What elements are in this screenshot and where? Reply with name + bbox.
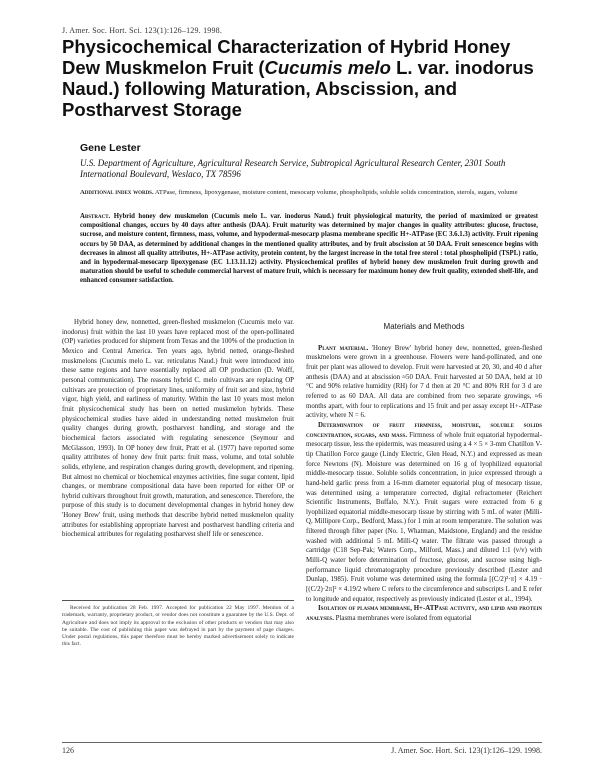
keywords-text: ATPase, firmness, lipoxygenase, moisture content, mesocarp volume, phospholipids, soluble solids concentration, sterols, sugars, volume: [153, 189, 518, 196]
methods-p1-text: 'Honey Brew' hybrid honey dew, nonnetted, green-fleshed muskmelons were grown in a greenhouse. Flowers were hand-pollinated, and one fruit per plant was allowed to develop. Fruit were harvested at 20, 30, and 40 d after anthesis (DAA) and at abscission ≈50 DAA. Fruit harvested at 50 DAA, held at 10 °C and 90% relative humidity (RH) for 7 d then at 20 °C and 80% RH for 3 d are referred to as 60 DAA. All data are combined from two separate growings, ≈6 months apart, with four to replications and 15 fruit and per assay except H+-ATPase activity, where N = 6.: [306, 344, 542, 420]
journal-header: J. Amer. Soc. Hort. Sci. 123(1):126–129. 1998.: [62, 26, 223, 35]
author-name: Gene Lester: [80, 142, 141, 154]
methods-p3-label: Isolation of plasma membrane, H+-ATPase activity, and lipid and protein analyses.: [306, 605, 542, 623]
footer-journal: J. Amer. Soc. Hort. Sci. 123(1):126–129. 1998.: [391, 746, 542, 755]
keywords: [80, 189, 540, 198]
article-title: [62, 36, 542, 120]
abstract-text: Hybrid honey dew muskmelon (Cucumis melo L. var. inodorus Naud.) fruit physiological maturity, the period of maximized or greatest compositional changes, occurs by 40 days after anthesis (DAA). Fruit maturity was determined by major changes in quality attributes: glucose, fructose, sucrose, and moisture content, firmness, mass, volume, and hypodermal-mesocarp plasma membrane specific H+-ATPase (EC 3.6.1.3) activity. Fruit ripening occurs by 50 DAA, as determined by additional changes in the mentioned quality attributes, and by fruit abscission at 50 DAA. Fruit senescence begins with decreases in almost all quality attributes, H+-ATPase activity, protein content, by the largest increase in the total free sterol : total phospholipid (TSPL) ratio, and in hypodermal-mesocarp lipoxygenase (EC 1.13.11.12) activity. Physicochemical profiles of hybrid honey dew muskmelon fruit during growth and maturation should be useful to schedule commercial harvest of mature fruit, which is necessary for maximum honey dew fruit quality, extended shelf-life, and enhanced consumer satisfaction.: [80, 213, 538, 285]
title-part-2: L. var. inodorus Naud.) following Maturation, Abscission, and Postharvest Storage: [62, 57, 534, 120]
methods-column: [306, 318, 542, 624]
methods-p2-label: Determination of fruit firmness, moisture, soluble solids concentration, sugars, and mass.: [306, 421, 542, 439]
methods-paragraph-3: [306, 604, 542, 623]
author-affiliation: U.S. Department of Agriculture, Agricultural Research Service, Subtropical Agricultural Research Center, 2301 South International Boulevard, Weslaco, TX 78596: [80, 158, 506, 179]
methods-heading: Materials and Methods: [383, 322, 465, 331]
title-part-1: Physicochemical Characterization of Hybrid Honey Dew Muskmelon Fruit (: [62, 36, 511, 78]
methods-p2-text: Firmness of whole fruit equatorial hypodermal-mesocarp tissue, less the epidermis, was measured using a 4 × 5 × 3-mm Chatillon V-tip Chatillon Force gauge (Lindy Electric, Glen Head, N.Y.) and expressed as mean force Newtons (N). Moisture was determined on 16 g of lyophilized equatorial middle-mesocarp tissue. Soluble solids concentration, in juice expressed through a hand-held garlic press from a 16-mm diameter equatorial plug of mesocarp tissue, was determined using a temperature corrected, digital refractometer (Reichert Scientific Instruments, Buffalo, N.Y.). Fruit sugars were extracted from 6 g lyophilized equatorial middle-mesocarp tissue by stirring with 5 mL of water (Milli-Q, Millipore Corp., Bedford, Mass.) for 1 min at room temperature. The solution was filtered through filter paper (No. 1, Whatman, Maidstone, England) and the residue washed with additional 5 mL Milli-Q water. The filtrate was passed through a cartridge (C18 Sep-Pak; Waters Corp., Milford, Mass.) and diluted 1:1 (v/v) with Milli-Q water before determination of fructose, glucose, and sucrose using high-performance liquid chromatography procedure previously described (Lester and Dunlap, 1985). Fruit volume was determined using the formula [(C/2)²·π] × 4.19 · [(C/2)·2π]² × 4.19/2 where C refers to the circumference and subscripts L and E refer to longitude and equator, respectively as previously indicated (Lester et al., 1994).: [306, 431, 542, 603]
page-number: 126: [62, 746, 74, 755]
methods-paragraph-1: [306, 344, 542, 421]
title-species: Cucumis melo: [264, 57, 391, 78]
methods-paragraph-2: [306, 421, 542, 604]
keywords-label: Additional index words.: [80, 189, 154, 196]
abstract: [80, 212, 538, 286]
footnote: Received for publication 28 Feb. 1997. Accepted for publication 22 May 1997. Mention of a trademark, warranty, proprietary product, or vendor does not constitute a guarantee by the U.S. Dept. of Agriculture and does not imply its approval to the exclusion of other products or vendors that may also be suitable. The cost of publishing this paper was defrayed in part by the payment of page charges. Under postal regulations, this paper therefore must be hereby marked advertisement solely to indicate this fact.: [62, 605, 294, 648]
footer-divider: [62, 742, 542, 743]
footnote-divider: [62, 600, 294, 601]
introduction-text: Hybrid honey dew, nonnetted, green-fleshed muskmelon (Cucumis melo var. inodorus) fruit within the last 10 years have replaced most of the open-pollinated (OP) varieties produced for shipment from Texas and the 100% of the production in Mexico and Central America. Ten years ago, hybrid netted, orange-fleshed muskmelons (Cucumis melo L. var. reticulatus Naud.) fruit were introduced into these same regions and have essentially replaced all OP production (D. Wolff, personal communication). The reasons hybrid C. melo cultivars are replacing OP cultivars are protection of proprietary lines, uniformity of fruit set and size, hybrid vigor, high yield, and earliness of maturity. Within the last 10 years most melon fruit physicochemical study has been on netted muskmelon hybrids. These physicochemical studies have aided in understanding netted muskmelon fruit quality changes during growth, postharvest handling, and storage and the biochemical factors associated with regulating senescence (Seymour and McGlasson, 1993). In OP honey dew fruit, Pratt et al. (1977) have reported some quality attributes of honey dew fruit parts: fruit mass, volume, and total soluble solids, ethylene, and respiration changes during growth, development, and ripening. But almost no chemical or biochemical enzymes activities, fine sugar content, lipid changes, or membrane compositional data have been reported for either OP or hybrid cultivars throughout fruit growth, maturation, and senescence. Therefore, the purpose of this study is to document developmental changes in hybrid honey dew 'Honey Brew' fruit, using methods that describe hybrid netted muskmelon quality attributes for establishing appropriate harvest and postharvest handling criteria and biochemical attributes for regulating postharvest shelf life or senescence.: [62, 319, 294, 539]
methods-p3-text: Plasma membranes were isolated from equatorial: [333, 615, 472, 623]
abstract-label: Abstract.: [80, 213, 111, 220]
methods-p1-label: Plant material.: [318, 344, 369, 352]
